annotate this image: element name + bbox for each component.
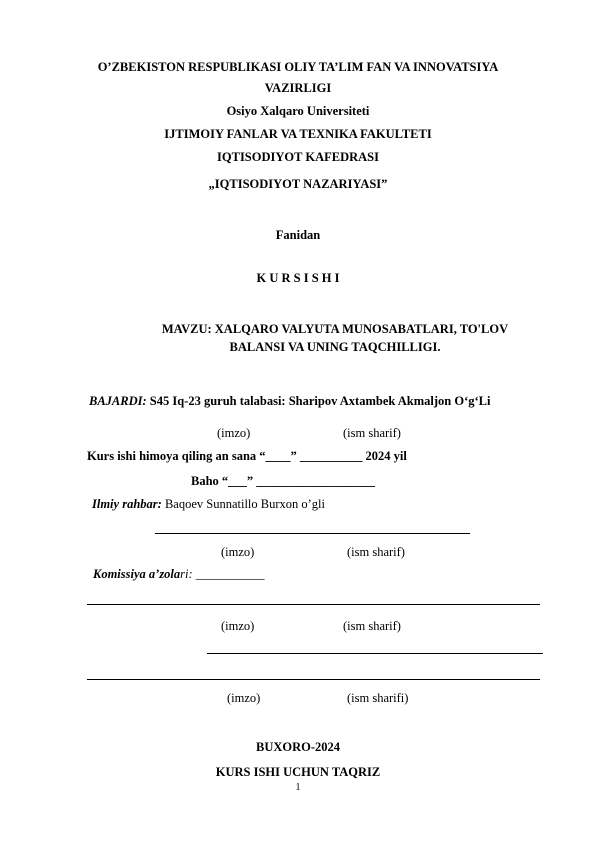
defense-date-line: Kurs ishi himoya qiling an sana “____” __________ 2024 yil xyxy=(87,449,407,463)
fanidan-label: Fanidan xyxy=(275,228,321,242)
topic-line-2: BALANSI VA UNING TAQCHILLIGI. xyxy=(229,340,441,354)
topic-line-1: MAVZU: XALQARO VALYUTA MUNOSABATLARI, TO'LOV xyxy=(161,322,509,336)
grade-line: Baho “___” ___________________ xyxy=(191,474,376,488)
university-name: Osiyo Xalqaro Universiteti xyxy=(226,104,370,118)
ministry-line-1: O’ZBEKISTON RESPUBLIKASI OLIY TA’LIM FAN VA INNOVATSIYA xyxy=(97,60,499,74)
imzo-label: (imzo) xyxy=(221,545,255,559)
next-section-heading: KURS ISHI UCHUN TAQRIZ xyxy=(215,765,381,779)
bajardi-line xyxy=(89,394,490,408)
signature-line xyxy=(87,604,540,605)
imzo-label: (imzo) xyxy=(227,691,261,705)
imzo-label: (imzo) xyxy=(217,426,251,440)
document-type: K U R S I S H I xyxy=(256,271,340,285)
signature-line xyxy=(155,533,470,534)
ism-sharif-label: (ism sharif) xyxy=(347,545,405,559)
ism-sharif-label: (ism sharif) xyxy=(343,426,401,440)
ism-sharif-label: (ism sharif) xyxy=(343,619,401,633)
bajardi-text: S45 Iq-23 guruh talabasi: Sharipov Axtambek Akmaljon O‘g‘Li xyxy=(146,394,491,408)
ministry-line-2: VAZIRLIGI xyxy=(264,81,332,95)
faculty-name: IJTIMOIY FANLAR VA TEXNIKA FAKULTETI xyxy=(164,127,432,141)
imzo-label: (imzo) xyxy=(221,619,255,633)
ism-sharifi-label: (ism sharifi) xyxy=(347,691,409,705)
commission-blank: ___________ xyxy=(192,567,265,581)
commission-label-tail: ri: xyxy=(180,567,193,581)
supervisor-name: Baqoev Sunnatillo Burxon o’gli xyxy=(161,497,325,511)
subject-name: „IQTISODIYOT NAZARIYASI” xyxy=(208,177,388,191)
bajardi-label: BAJARDI: xyxy=(89,394,147,408)
signature-line xyxy=(207,653,543,654)
city-year: BUXORO-2024 xyxy=(255,740,341,754)
supervisor-line xyxy=(92,497,325,511)
department-name: IQTISODIYOT KAFEDRASI xyxy=(217,150,379,164)
page-number: 1 xyxy=(295,782,301,793)
commission-label: Komissiya a’zola xyxy=(93,567,181,581)
signature-line xyxy=(87,679,540,680)
commission-line xyxy=(93,567,265,581)
supervisor-label: Ilmiy rahbar: xyxy=(92,497,162,511)
